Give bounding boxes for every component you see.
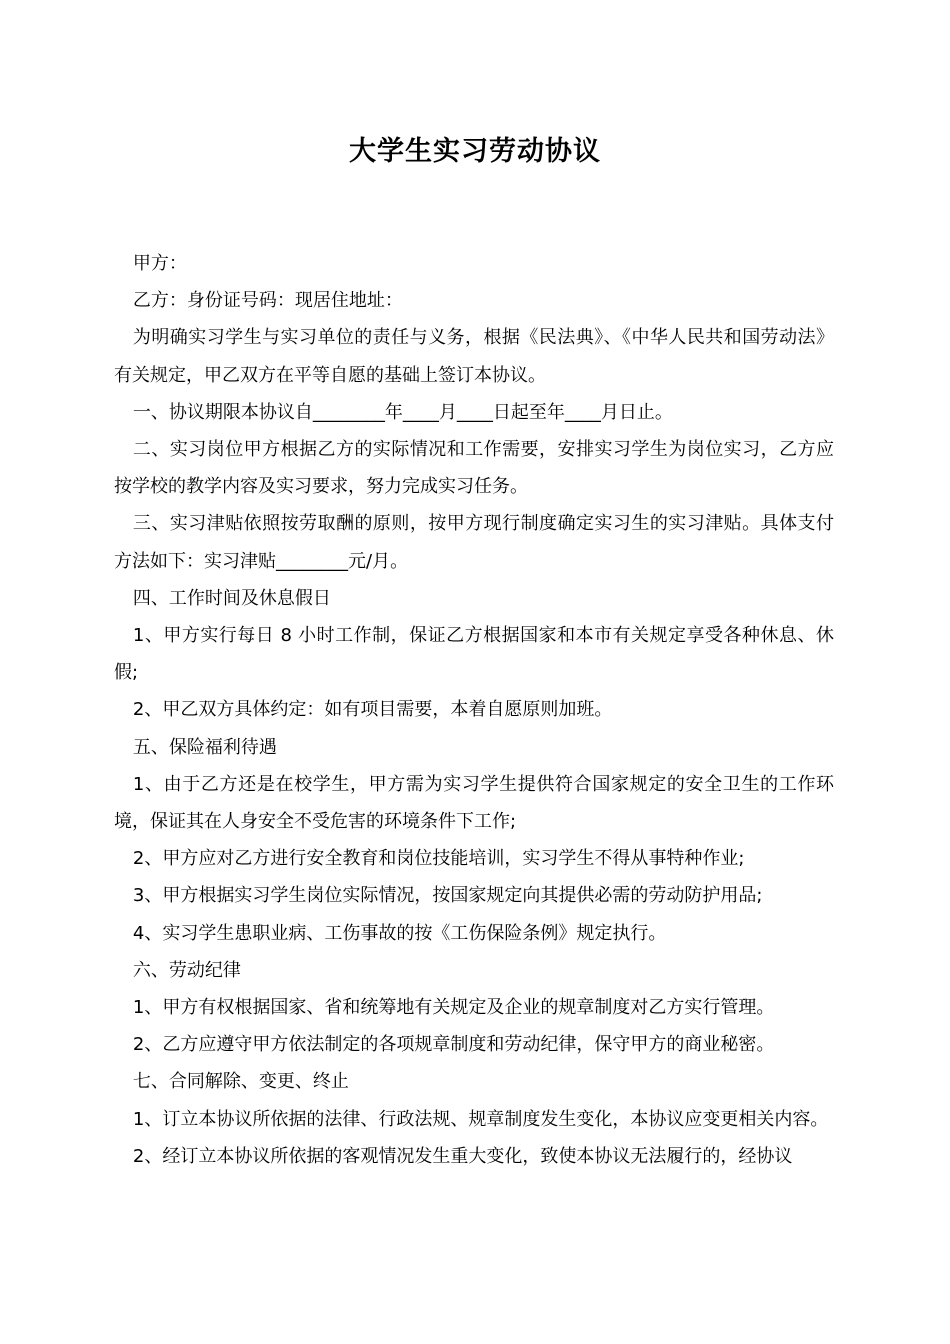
section-heading-working-hours: 四、工作时间及休息假日 [132, 587, 331, 609]
paragraph-allowance: 三、实习津贴依照按劳取酬的原则，按甲方现行制度确定实习生的实习津贴。具体支付方法如下：实习津贴________元/月。 [114, 513, 834, 572]
document-title: 大学生实习劳动协议 [349, 136, 601, 167]
paragraph-termination-2: 2、经订立本协议所依据的客观情况发生重大变化，致使本协议无法履行的，经协议 [132, 1145, 793, 1167]
paragraph-discipline-2: 2、乙方应遵守甲方依法制定的各项规章制度和劳动纪律，保守甲方的商业秘密。 [132, 1034, 775, 1056]
section-heading-termination: 七、合同解除、变更、终止 [132, 1071, 349, 1093]
document-body [114, 245, 834, 1175]
paragraph-party-b: 乙方：身份证号码：现居住地址： [132, 290, 403, 312]
paragraph-position: 二、实习岗位甲方根据乙方的实际情况和工作需要，安排实习学生为岗位实习，乙方应按学校的教学内容及实习要求，努力完成实习任务。 [114, 439, 834, 498]
paragraph-working-hours-1: 1、甲方实行每日 8 小时工作制，保证乙方根据国家和本市有关规定享受各种休息、休假; [114, 625, 834, 684]
paragraph-working-hours-2: 2、甲乙双方具体约定：如有项目需要，本着自愿原则加班。 [132, 699, 613, 721]
paragraph-insurance-3: 3、甲方根据实习学生岗位实际情况，按国家规定向其提供必需的劳动防护用品; [132, 885, 763, 907]
paragraph-term: 一、协议期限本协议自________年____月____日起至年____月日止。 [132, 401, 673, 423]
section-heading-discipline: 六、劳动纪律 [132, 959, 241, 981]
paragraph-discipline-1: 1、甲方有权根据国家、省和统筹地有关规定及企业的规章制度对乙方实行管理。 [132, 997, 775, 1019]
paragraph-preamble: 为明确实习学生与实习单位的责任与义务，根据《民法典》、《中华人民共和国劳动法》有关规定，甲乙双方在平等自愿的基础上签订本协议。 [114, 327, 834, 386]
section-heading-insurance: 五、保险福利待遇 [132, 736, 277, 758]
paragraph-insurance-2: 2、甲方应对乙方进行安全教育和岗位技能培训，实习学生不得从事特种作业; [132, 848, 745, 870]
paragraph-party-a: 甲方： [132, 253, 187, 274]
paragraph-insurance-1: 1、由于乙方还是在校学生，甲方需为实习学生提供符合国家规定的安全卫生的工作环境，保证其在人身安全不受危害的环境条件下工作; [114, 773, 834, 833]
paragraph-insurance-4: 4、实习学生患职业病、工伤事故的按《工伤保险条例》规定执行。 [132, 922, 667, 944]
paragraph-termination-1: 1、订立本协议所依据的法律、行政法规、规章制度发生变化，本协议应变更相关内容。 [132, 1108, 829, 1130]
